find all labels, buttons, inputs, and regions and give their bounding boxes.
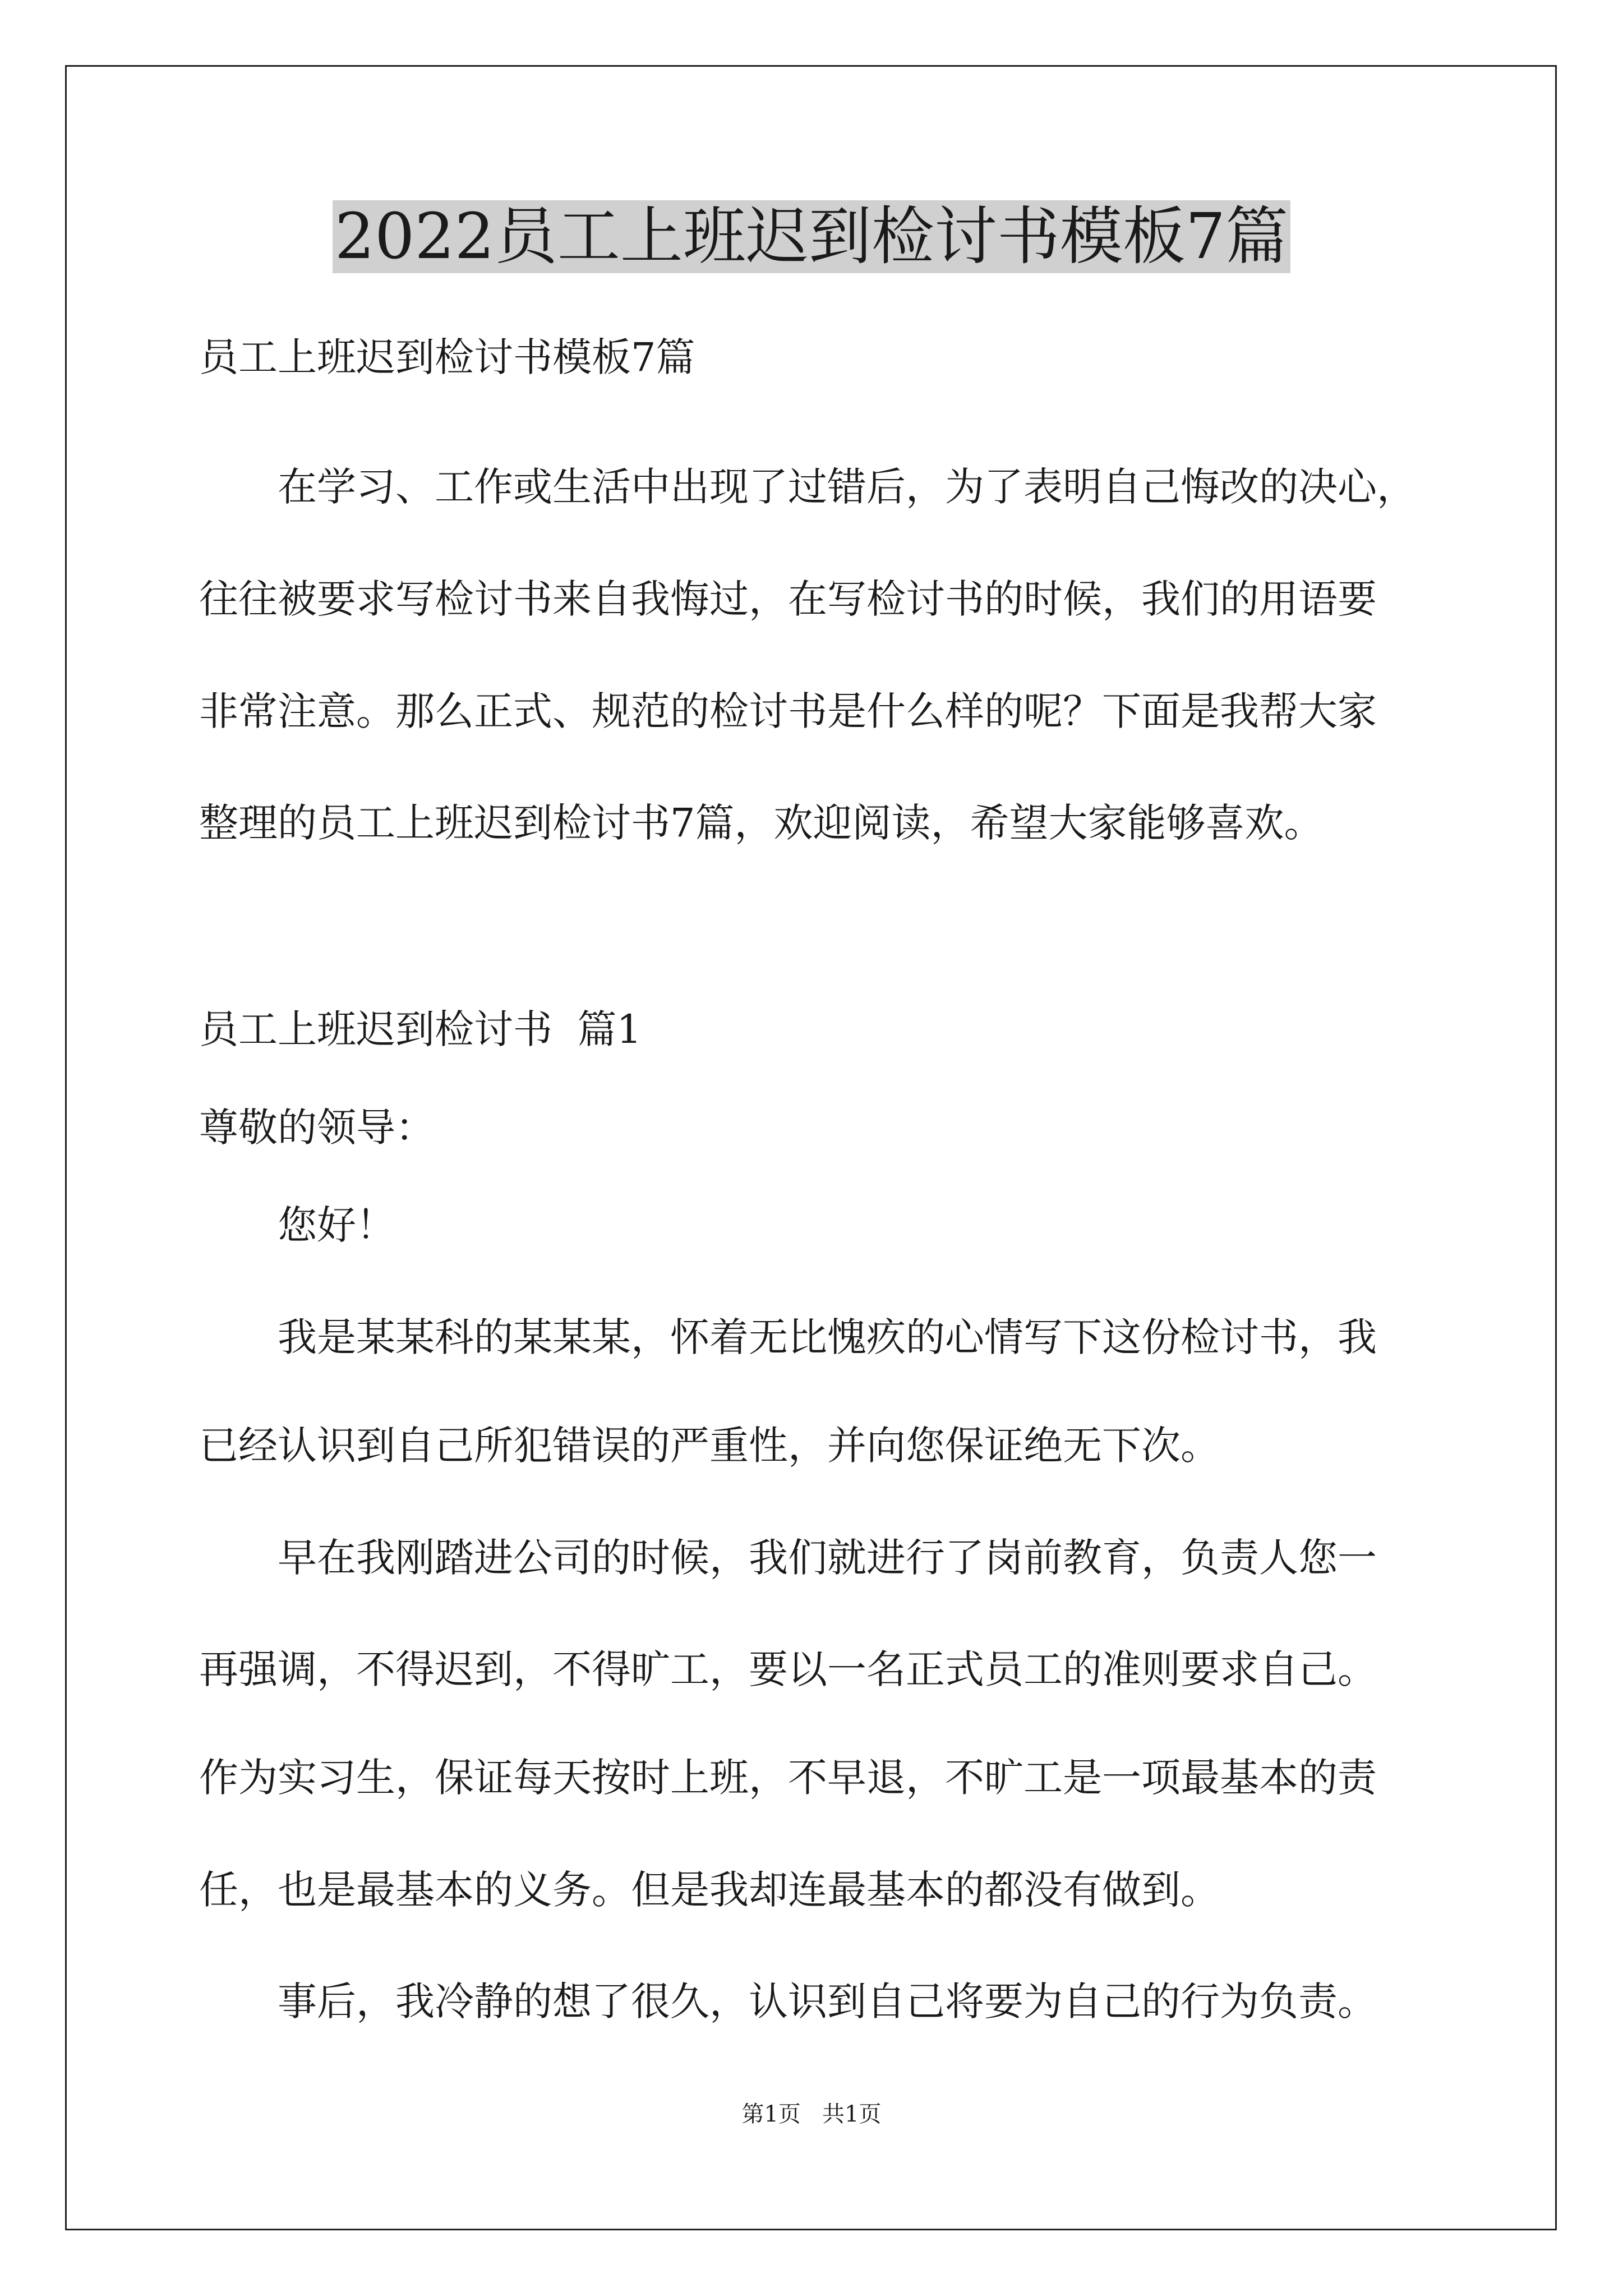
para2-line-1: 早在我刚踏进公司的时候，我们就进行了岗前教育，负责人您一: [278, 1535, 1377, 1581]
para2-line-2: 再强调，不得迟到，不得旷工，要以一名正式员工的准则要求自己。: [199, 1646, 1377, 1692]
intro-line-1: 在学习、工作或生活中出现了过错后，为了表明自己悔改的决心，: [278, 464, 1416, 510]
page-number-footer: 第1页 共1页: [741, 2101, 882, 2127]
document-title-text: 2022员工上班迟到检讨书模板7篇: [333, 200, 1290, 273]
salutation: 尊敬的领导：: [199, 1105, 435, 1151]
intro-line-2: 往往被要求写检讨书来自我悔过，在写检讨书的时候，我们的用语要: [199, 576, 1377, 622]
para1-line-1: 我是某某科的某某某，怀着无比愧疚的心情写下这份检讨书，我: [278, 1314, 1377, 1360]
para2-line-4: 任，也是最基本的义务。但是我却连最基本的都没有做到。: [199, 1867, 1220, 1913]
document-subtitle: 员工上班迟到检讨书模板7篇: [199, 334, 695, 380]
intro-line-3: 非常注意。那么正式、规范的检讨书是什么样的呢？下面是我帮大家: [199, 688, 1377, 734]
para1-line-2: 已经认识到自己所犯错误的严重性，并向您保证绝无下次。: [199, 1423, 1220, 1469]
greeting: 您好！: [278, 1202, 395, 1248]
intro-line-4: 整理的员工上班迟到检讨书7篇，欢迎阅读，希望大家能够喜欢。: [199, 800, 1324, 846]
document-title: [0, 197, 1623, 276]
para2-line-3: 作为实习生，保证每天按时上班，不早退，不旷工是一项最基本的责: [199, 1755, 1377, 1801]
para3-line-1: 事后，我冷静的想了很久，认识到自己将要为自己的行为负责。: [278, 1978, 1377, 2024]
section-heading: 员工上班迟到检讨书 篇1: [199, 1006, 642, 1052]
